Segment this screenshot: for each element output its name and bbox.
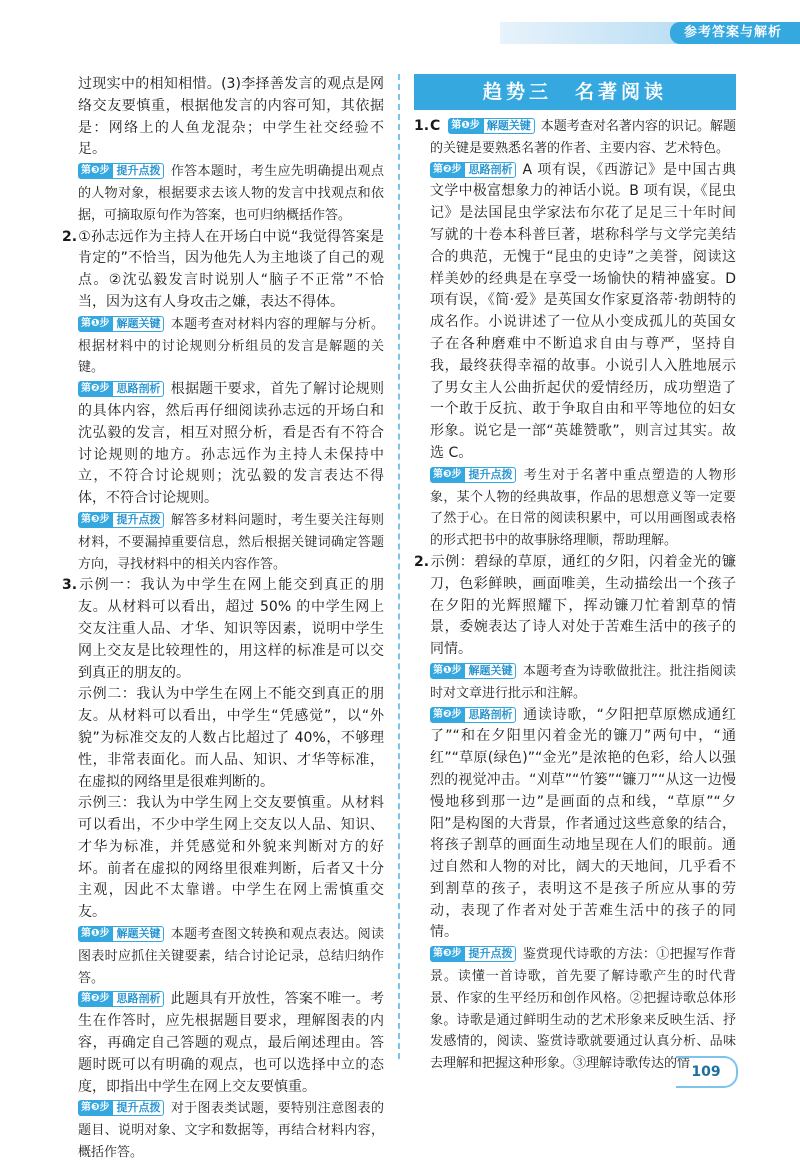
question-3-tip: 第❸步 提升点拨 对于图表类试题，要特别注意图表的题目、说明对象、文字和数据等，再结合材料内容，概括作答。: [78, 1101, 384, 1161]
intro-tip: 第❸步 提升点拨 作答本题时，考生应先明确提出观点的人物对象，根据要求去该人物的发言中找观点和依据，可摘取原句作为答案，也可归纳概括作答。: [78, 164, 384, 223]
tip-tag: 第❸步 提升点拨: [78, 163, 164, 179]
question-2-analysis: 第❷步 思路剖析 通读诗歌，“夕阳把草原燃成通红了”“和在夕阳里闪着金光的镰刀”两句中，“通红”“草原(绿色)”“金光”是浓艳的色彩，给人以强烈的视觉冲击。“刈草”“竹篓”“镰刀”“从这一边慢慢地移到那一边”是画面的点和线，“草原”“夕阳”是构图的大背景，作者通过这些意象的结合，将孩子割草的画面生动地呈现在人们的眼前。通过自然和人物的对比，阔大的天地间，几乎看不到割草的孩子，表明这不是孩子所应从事的劳动，表现了作者对处于苦难生活中的孩子的同情。: [430, 706, 736, 941]
right-column: [414, 74, 736, 1075]
question-3-analysis: 第❷步 思路剖析 此题具有开放性，答案不唯一。考生在作答时，应先根据题目要求，理解图表的内容，再确定自己答题的观点，最后阐述理由。答题时既可以有明确的观点，也可以选择中立的态度，即指出中学生在网上交友要慎重。: [78, 991, 384, 1095]
page-number: 109: [676, 1056, 738, 1088]
intro-answer: 过现实中的相知相惜。(3)李择善发言的观点是网络交友要慎重，根据他发言的内容可知，其依据是：网络上的人鱼龙混杂；中学生社交经验不足。: [78, 76, 384, 158]
tip-tag: 第❸步 提升点拨: [78, 512, 164, 528]
question-2-tip: 第❸步 提升点拨 解答多材料问题时，考生要关注每则材料，不要漏掉重要信息，然后根据关键词确定答题方向，寻找材料中的相关内容作答。: [78, 512, 384, 572]
analysis-tag: 第❷步 思路剖析: [430, 707, 516, 723]
section-badge: 参考答案与解析: [670, 22, 800, 44]
question-2-answer: 2.示例：碧绿的草原，通红的夕阳，闪着金光的镰刀，色彩鲜映，画面唯美，生动描绘出一个孩子在夕阳的光辉照耀下，挥动镰刀忙着割草的情景，委婉表达了诗人对处于苦难生活中的孩子的同情。: [414, 553, 736, 658]
analysis-tag: 第❷步 思路剖析: [78, 381, 164, 397]
key-tag: 第❶步 解题关键: [430, 663, 516, 679]
tip-tag: 第❸步 提升点拨: [430, 467, 516, 483]
tip-tag: 第❸步 提升点拨: [78, 1100, 164, 1116]
question-2-key: 第❶步 解题关键 本题考查对材料内容的理解与分析。根据材料中的讨论规则分析组员的发言是解题的关键。: [78, 316, 384, 376]
column-divider: [398, 74, 400, 1059]
question-2-answer: 2.①孙志远作为主持人在开场白中说“我觉得答案是肯定的”不恰当，因为他先人为主地谈了自己的观点。②沈弘毅发言时说别人“脑子不正常”不恰当，因为这有人身攻击之嫌，表达不得体。: [62, 228, 384, 310]
question-2-analysis: 第❷步 思路剖析 根据题干要求，首先了解讨论规则的具体内容，然后再仔细阅读孙志远的开场白和沈弘毅的发言，相互对照分析，看是否有不符合讨论规则的地方。孙志远作为主持人未保持中立，不符合讨论规则；沈弘毅的发言表达不得体，不符合讨论规则。: [78, 381, 384, 507]
question-1-answer: 1.C 第❶步 解题关键 本题考查对名著内容的识记。解题的关键是要熟悉名著的作者、主要内容、艺术特色。: [414, 118, 736, 156]
tip-tag: 第❸步 提升点拨: [430, 946, 516, 962]
section-title: 趋势三 名著阅读: [414, 74, 736, 110]
question-3-example-3: 示例三：我认为中学生网上交友要慎重。从材料可以看出，不少中学生网上交友以人品、知识、才华为标准，并凭感觉和外貌来判断对方的好坏。前者在虚拟的网络里很难判断，后者又十分主观，因此不太靠谱。中学生在网上需慎重交友。: [78, 795, 384, 921]
question-1-tip: 第❸步 提升点拨 考生对于名著中重点塑造的人物形象，某个人物的经典故事，作品的思想意义等一定要了然于心。在日常的阅读积累中，可以用画图或表格的形式把书中的故事脉络理顺，帮助理解。: [430, 467, 736, 549]
question-3-example-1: 3.示例一：我认为中学生在网上能交到真正的朋友。从材料可以看出，超过 50% 的中学生网上交友注重人品、才华、知识等因素，说明中学生网上交友是比较理性的，用这样的标准是可以交到真正的朋友的。: [62, 577, 384, 681]
question-1-analysis: 第❷步 思路剖析 A 项有误，《西游记》是中国古典文学中极富想象力的神话小说。B 项有误，《昆虫记》是法国昆虫学家法布尔花了足足三十年时间写就的十卷本科普巨著，堪称科学与文学完美结合的典范，无愧于“昆虫的史诗”之美誉，阅读这样美妙的经典是在享受一场愉快的精神盛宴。D 项有误，《简·爱》是英国女作家夏洛蒂·勃朗特的成名作。小说讲述了一位从小变成孤儿的英国女子在各种磨难中不断追求自由与尊严，坚持自我，最终获得幸福的故事。小说引人入胜地展示了男女主人公曲折起伏的爱情经历，成功塑造了一个敢于反抗、敢于争取自由和平等地位的妇女形象。说它是一部“英雄赞歌”，则言过其实。故选 C。: [430, 161, 736, 461]
question-3-key: 第❶步 解题关键 本题考查图文转换和观点表达。阅读图表时应抓住关键要素，结合讨论记录，总结归纳作答。: [78, 927, 384, 986]
header-bar: [500, 22, 800, 44]
key-tag: 第❶步 解题关键: [78, 316, 164, 332]
question-2-tip: 第❸步 提升点拨 鉴赏现代诗歌的方法：①把握写作背景。读懂一首诗歌，首先要了解诗歌产生的时代背景、作家的生平经历和创作风格。②把握诗歌总体形象。诗歌是通过鲜明生动的艺术形象来反映生活、抒发感情的，阅读、鉴赏诗歌就要通过认真分析、品味去理解和把握这种形象。③理解诗歌传达的情: [430, 947, 736, 1072]
key-tag: 第❶步 解题关键: [78, 926, 164, 942]
question-2-key: 第❶步 解题关键 本题考查为诗歌做批注。批注指阅读时对文章进行批示和注解。: [430, 663, 736, 701]
left-column: [62, 74, 384, 1164]
question-3-example-2: 示例二：我认为中学生在网上不能交到真正的朋友。从材料可以看出，中学生“凭感觉”，以“外貌”为标准交友的人数占比超过了 40%，不够理性，非常表面化。而人品、知识、才华等标准，在虚拟的网络里是很难判断的。: [78, 686, 384, 790]
analysis-tag: 第❷步 思路剖析: [78, 991, 164, 1007]
key-tag: 第❶步 解题关键: [448, 118, 534, 134]
analysis-tag: 第❷步 思路剖析: [430, 162, 516, 178]
